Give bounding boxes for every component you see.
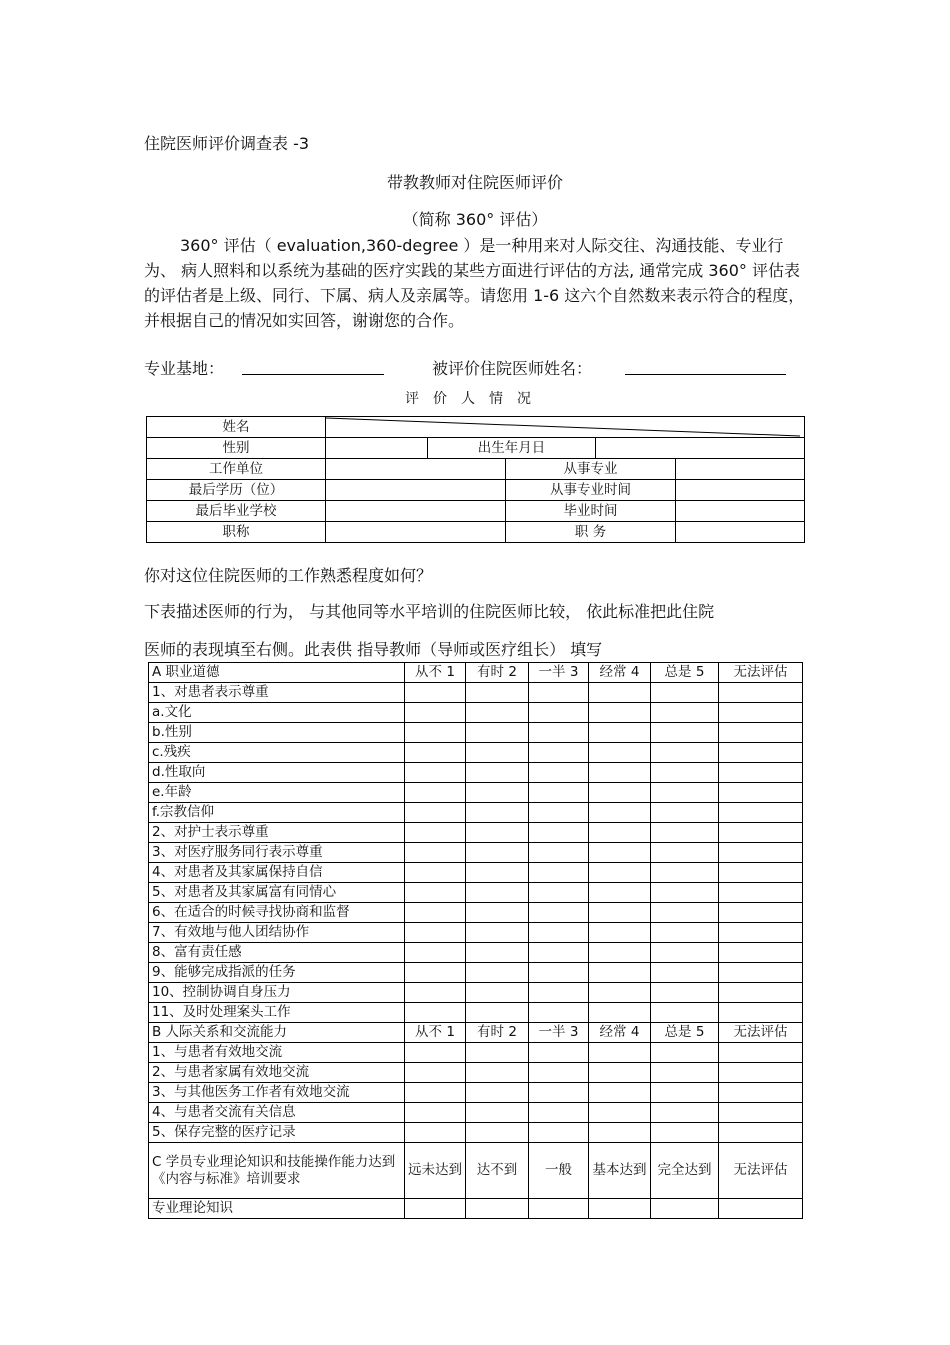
rating-cell[interactable] <box>719 1063 803 1083</box>
rating-cell[interactable] <box>651 743 719 763</box>
rating-cell[interactable] <box>651 1063 719 1083</box>
rating-cell[interactable] <box>405 723 466 743</box>
rating-cell[interactable] <box>651 863 719 883</box>
label-name: 姓名 <box>147 417 326 438</box>
label-specialty-time: 从事专业时间 <box>506 480 676 501</box>
label-post: 职 务 <box>506 522 676 543</box>
rating-cell[interactable] <box>529 943 589 963</box>
scale-header: 从不 1 <box>405 1023 466 1043</box>
rating-cell[interactable] <box>466 823 529 843</box>
rating-cell[interactable] <box>719 903 803 923</box>
section-header-row <box>149 663 803 683</box>
rating-cell[interactable] <box>529 1083 589 1103</box>
rating-cell[interactable] <box>719 1043 803 1063</box>
table-row <box>149 843 803 863</box>
scale-header: 有时 2 <box>466 1023 529 1043</box>
rating-cell[interactable] <box>405 1063 466 1083</box>
rating-cell[interactable] <box>651 1003 719 1023</box>
rating-cell[interactable] <box>719 1083 803 1103</box>
rating-cell[interactable] <box>466 883 529 903</box>
rating-cell[interactable] <box>651 683 719 703</box>
rating-cell[interactable] <box>405 803 466 823</box>
rating-cell[interactable] <box>719 863 803 883</box>
rating-cell[interactable] <box>719 823 803 843</box>
rating-cell[interactable] <box>589 1063 651 1083</box>
rating-cell[interactable] <box>651 803 719 823</box>
item-label: 7、有效地与他人团结协作 <box>149 923 405 943</box>
rating-cell[interactable] <box>466 1043 529 1063</box>
rating-cell[interactable] <box>466 703 529 723</box>
degree-cell[interactable] <box>326 480 506 501</box>
rating-cell[interactable] <box>466 903 529 923</box>
rating-cell[interactable] <box>466 1003 529 1023</box>
rating-cell[interactable] <box>589 1043 651 1063</box>
rating-cell[interactable] <box>405 703 466 723</box>
item-label: f.宗教信仰 <box>149 803 405 823</box>
scale-header: 一半 3 <box>529 1023 589 1043</box>
rating-cell[interactable] <box>529 843 589 863</box>
school-cell[interactable] <box>326 501 506 522</box>
evaluation-table <box>148 662 803 1219</box>
rating-cell[interactable] <box>405 1083 466 1103</box>
table-row <box>149 1123 803 1143</box>
rating-cell[interactable] <box>405 683 466 703</box>
birth-cell[interactable] <box>596 438 805 459</box>
rating-cell[interactable] <box>589 1003 651 1023</box>
rating-cell[interactable] <box>466 923 529 943</box>
intro-paragraph <box>144 233 806 333</box>
rating-cell[interactable] <box>589 703 651 723</box>
rating-cell[interactable] <box>466 723 529 743</box>
rating-cell[interactable] <box>529 1003 589 1023</box>
table-row <box>149 963 803 983</box>
item-label: 3、对医疗服务同行表示尊重 <box>149 843 405 863</box>
rating-cell[interactable] <box>589 903 651 923</box>
rating-cell[interactable] <box>651 923 719 943</box>
item-label: 2、与患者家属有效地交流 <box>149 1063 405 1083</box>
rating-cell[interactable] <box>589 723 651 743</box>
label-grad-time: 毕业时间 <box>506 501 676 522</box>
rating-cell[interactable] <box>651 723 719 743</box>
table-row <box>149 883 803 903</box>
base-label: 专业基地： <box>144 359 225 378</box>
rating-cell[interactable] <box>589 803 651 823</box>
rating-cell[interactable] <box>719 883 803 903</box>
item-label: 9、能够完成指派的任务 <box>149 963 405 983</box>
table-row <box>149 763 803 783</box>
rating-cell[interactable] <box>589 883 651 903</box>
rating-cell[interactable] <box>719 723 803 743</box>
label-degree: 最后学历（位） <box>147 480 326 501</box>
rating-cell[interactable] <box>719 783 803 803</box>
rating-cell[interactable] <box>719 1199 803 1219</box>
rating-cell[interactable] <box>719 1103 803 1123</box>
table-row <box>149 783 803 803</box>
rating-cell[interactable] <box>651 1123 719 1143</box>
familiarity-question: 你对这位住院医师的工作熟悉程度如何？ <box>144 566 433 585</box>
scale-header: 完全达到 <box>651 1143 719 1199</box>
scale-header: 总是 5 <box>651 663 719 683</box>
rating-cell[interactable] <box>466 983 529 1003</box>
evaluator-table <box>146 416 805 543</box>
rating-cell[interactable] <box>529 1103 589 1123</box>
rating-cell[interactable] <box>405 983 466 1003</box>
resident-name-input-line[interactable] <box>625 356 786 375</box>
rating-cell[interactable] <box>651 1103 719 1123</box>
scale-header: 一般 <box>529 1143 589 1199</box>
rating-cell[interactable] <box>589 1103 651 1123</box>
table-row <box>149 803 803 823</box>
specialty-time-cell[interactable] <box>676 480 805 501</box>
table-row <box>149 1103 803 1123</box>
rating-cell[interactable] <box>529 683 589 703</box>
label-school: 最后毕业学校 <box>147 501 326 522</box>
rating-cell[interactable] <box>651 943 719 963</box>
rating-cell[interactable] <box>405 883 466 903</box>
rating-cell[interactable] <box>529 863 589 883</box>
table-row <box>149 923 803 943</box>
rating-cell[interactable] <box>405 783 466 803</box>
label-title: 职称 <box>147 522 326 543</box>
item-label: 5、保存完整的医疗记录 <box>149 1123 405 1143</box>
section-title: A 职业道德 <box>149 663 405 683</box>
rating-cell[interactable] <box>719 943 803 963</box>
rating-cell[interactable] <box>589 683 651 703</box>
rating-cell[interactable] <box>405 863 466 883</box>
item-label: a.文化 <box>149 703 405 723</box>
rating-cell[interactable] <box>466 1123 529 1143</box>
item-label: 6、在适合的时候寻找协商和监督 <box>149 903 405 923</box>
rating-cell[interactable] <box>589 863 651 883</box>
rating-cell[interactable] <box>405 1043 466 1063</box>
rating-cell[interactable] <box>529 803 589 823</box>
rating-cell[interactable] <box>405 943 466 963</box>
label-work-unit: 工作单位 <box>147 459 326 480</box>
rating-cell[interactable] <box>651 703 719 723</box>
scale-header: 经常 4 <box>589 1023 651 1043</box>
rating-cell[interactable] <box>589 923 651 943</box>
rating-cell[interactable] <box>405 1123 466 1143</box>
rating-cell[interactable] <box>651 1043 719 1063</box>
item-label: b.性别 <box>149 723 405 743</box>
label-gender: 性别 <box>147 438 326 459</box>
rating-cell[interactable] <box>529 1063 589 1083</box>
scale-header: 无法评估 <box>719 663 803 683</box>
rating-cell[interactable] <box>589 1083 651 1103</box>
rating-cell[interactable] <box>589 783 651 803</box>
work-unit-cell[interactable] <box>326 459 506 480</box>
rating-cell[interactable] <box>466 1083 529 1103</box>
table-row <box>149 683 803 703</box>
rating-cell[interactable] <box>529 783 589 803</box>
rating-cell[interactable] <box>405 1003 466 1023</box>
label-birth: 出生年月日 <box>428 438 596 459</box>
gender-cell[interactable] <box>326 438 428 459</box>
table-row <box>149 1063 803 1083</box>
rating-cell[interactable] <box>529 983 589 1003</box>
item-label: 4、对患者及其家属保持自信 <box>149 863 405 883</box>
rating-cell[interactable] <box>466 683 529 703</box>
rating-cell[interactable] <box>405 963 466 983</box>
rating-cell[interactable] <box>405 923 466 943</box>
scale-header: 从不 1 <box>405 663 466 683</box>
title-cell[interactable] <box>326 522 506 543</box>
rating-cell[interactable] <box>651 1199 719 1219</box>
rating-cell[interactable] <box>405 903 466 923</box>
table-row <box>149 983 803 1003</box>
rating-cell[interactable] <box>529 1043 589 1063</box>
rating-cell[interactable] <box>651 823 719 843</box>
scale-header: 总是 5 <box>651 1023 719 1043</box>
table-row <box>149 1083 803 1103</box>
rating-cell[interactable] <box>589 843 651 863</box>
scale-header: 经常 4 <box>589 663 651 683</box>
rating-cell[interactable] <box>651 763 719 783</box>
rating-cell[interactable] <box>589 823 651 843</box>
item-label: 5、对患者及其家属富有同情心 <box>149 883 405 903</box>
table-row <box>149 1199 803 1219</box>
item-label: 1、对患者表示尊重 <box>149 683 405 703</box>
rating-cell[interactable] <box>529 883 589 903</box>
page-subtitle: （简称 360° 评估） <box>402 210 548 229</box>
item-label: e.年龄 <box>149 783 405 803</box>
document-label: 住院医师评价调查表 -3 <box>144 134 310 153</box>
section-title: C 学员专业理论知识和技能操作能力达到《内容与标准》培训要求 <box>149 1143 405 1199</box>
scale-header: 有时 2 <box>466 663 529 683</box>
scale-header: 无法评估 <box>719 1023 803 1043</box>
table-row <box>149 1003 803 1023</box>
scale-header: 远未达到 <box>405 1143 466 1199</box>
table-row <box>149 703 803 723</box>
scale-header: 一半 3 <box>529 663 589 683</box>
table-row <box>149 823 803 843</box>
rating-cell[interactable] <box>589 743 651 763</box>
resident-name-label: 被评价住院医师姓名： <box>432 359 593 378</box>
item-label: 4、与患者交流有关信息 <box>149 1103 405 1123</box>
table-row <box>149 903 803 923</box>
table-row <box>149 743 803 763</box>
item-label: 专业理论知识 <box>149 1199 405 1219</box>
rating-cell[interactable] <box>466 863 529 883</box>
rating-cell[interactable] <box>719 983 803 1003</box>
rating-cell[interactable] <box>719 1003 803 1023</box>
rating-cell[interactable] <box>719 923 803 943</box>
rating-cell[interactable] <box>719 703 803 723</box>
specialty-cell[interactable] <box>676 459 805 480</box>
rating-cell[interactable] <box>466 943 529 963</box>
item-label: d.性取向 <box>149 763 405 783</box>
rating-cell[interactable] <box>529 1123 589 1143</box>
rating-cell[interactable] <box>719 803 803 823</box>
rating-cell[interactable] <box>529 1199 589 1219</box>
rating-cell[interactable] <box>651 983 719 1003</box>
rating-cell[interactable] <box>466 783 529 803</box>
rating-cell[interactable] <box>405 823 466 843</box>
rating-cell[interactable] <box>529 923 589 943</box>
rating-cell[interactable] <box>529 703 589 723</box>
rating-cell[interactable] <box>405 743 466 763</box>
rating-cell[interactable] <box>589 763 651 783</box>
rating-cell[interactable] <box>405 1103 466 1123</box>
evaluator-heading: 评价人情况 <box>405 391 545 407</box>
rating-cell[interactable] <box>405 1199 466 1219</box>
table-row <box>149 723 803 743</box>
rating-cell[interactable] <box>466 803 529 823</box>
instruction-line-1: 下表描述医师的行为， 与其他同等水平培训的住院医师比较， 依此标准把此住院 <box>144 602 715 621</box>
rating-cell[interactable] <box>466 1199 529 1219</box>
rating-cell[interactable] <box>466 963 529 983</box>
rating-cell[interactable] <box>719 963 803 983</box>
rating-cell[interactable] <box>529 723 589 743</box>
rating-cell[interactable] <box>529 823 589 843</box>
item-label: 3、与其他医务工作者有效地交流 <box>149 1083 405 1103</box>
rating-cell[interactable] <box>589 1123 651 1143</box>
rating-cell[interactable] <box>589 963 651 983</box>
section-header-row <box>149 1143 803 1199</box>
rating-cell[interactable] <box>651 843 719 863</box>
scale-header: 无法评估 <box>719 1143 803 1199</box>
post-cell[interactable] <box>676 522 805 543</box>
rating-cell[interactable] <box>466 1103 529 1123</box>
table-row <box>149 863 803 883</box>
rating-cell[interactable] <box>719 683 803 703</box>
name-cell[interactable] <box>326 417 805 438</box>
rating-cell[interactable] <box>405 763 466 783</box>
rating-cell[interactable] <box>719 763 803 783</box>
rating-cell[interactable] <box>466 843 529 863</box>
rating-cell[interactable] <box>589 983 651 1003</box>
rating-cell[interactable] <box>651 963 719 983</box>
item-label: 11、及时处理案头工作 <box>149 1003 405 1023</box>
rating-cell[interactable] <box>405 843 466 863</box>
section-header-row <box>149 1023 803 1043</box>
rating-cell[interactable] <box>529 763 589 783</box>
table-row <box>149 943 803 963</box>
table-row <box>149 1043 803 1063</box>
rating-cell[interactable] <box>719 743 803 763</box>
intro-text: 360° 评估（ evaluation,360-degree ）是一种用来对人际交往、沟通技能、专业行为、 病人照料和以系统为基础的医疗实践的某些方面进行评估的方法, 通常完成 360° 评估表的评估者是上级、同行、下属、病人及亲属等。请您用 1-6 这六个自然数来表示符合的程度，并根据自己的情况如实回答，谢谢您的合作。 <box>144 236 805 330</box>
label-specialty: 从事专业 <box>506 459 676 480</box>
base-input-line[interactable] <box>242 356 384 375</box>
item-label: 1、与患者有效地交流 <box>149 1043 405 1063</box>
rating-cell[interactable] <box>589 1199 651 1219</box>
rating-cell[interactable] <box>651 903 719 923</box>
item-label: 10、控制协调自身压力 <box>149 983 405 1003</box>
rating-cell[interactable] <box>529 903 589 923</box>
rating-cell[interactable] <box>529 963 589 983</box>
item-label: c.残疾 <box>149 743 405 763</box>
rating-cell[interactable] <box>589 943 651 963</box>
instruction-line-2: 医师的表现填至右侧。此表供 指导教师（导师或医疗组长） 填写 <box>144 640 603 659</box>
rating-cell[interactable] <box>466 743 529 763</box>
item-label: 8、富有责任感 <box>149 943 405 963</box>
rating-cell[interactable] <box>651 883 719 903</box>
rating-cell[interactable] <box>719 1123 803 1143</box>
scale-header: 基本达到 <box>589 1143 651 1199</box>
rating-cell[interactable] <box>466 763 529 783</box>
rating-cell[interactable] <box>651 783 719 803</box>
page-title: 带教教师对住院医师评价 <box>386 173 563 192</box>
section-title: B 人际关系和交流能力 <box>149 1023 405 1043</box>
rating-cell[interactable] <box>651 1083 719 1103</box>
rating-cell[interactable] <box>719 843 803 863</box>
grad-time-cell[interactable] <box>676 501 805 522</box>
rating-cell[interactable] <box>466 1063 529 1083</box>
scale-header: 达不到 <box>466 1143 529 1199</box>
diagonal-line <box>326 417 800 437</box>
rating-cell[interactable] <box>529 743 589 763</box>
item-label: 2、对护士表示尊重 <box>149 823 405 843</box>
